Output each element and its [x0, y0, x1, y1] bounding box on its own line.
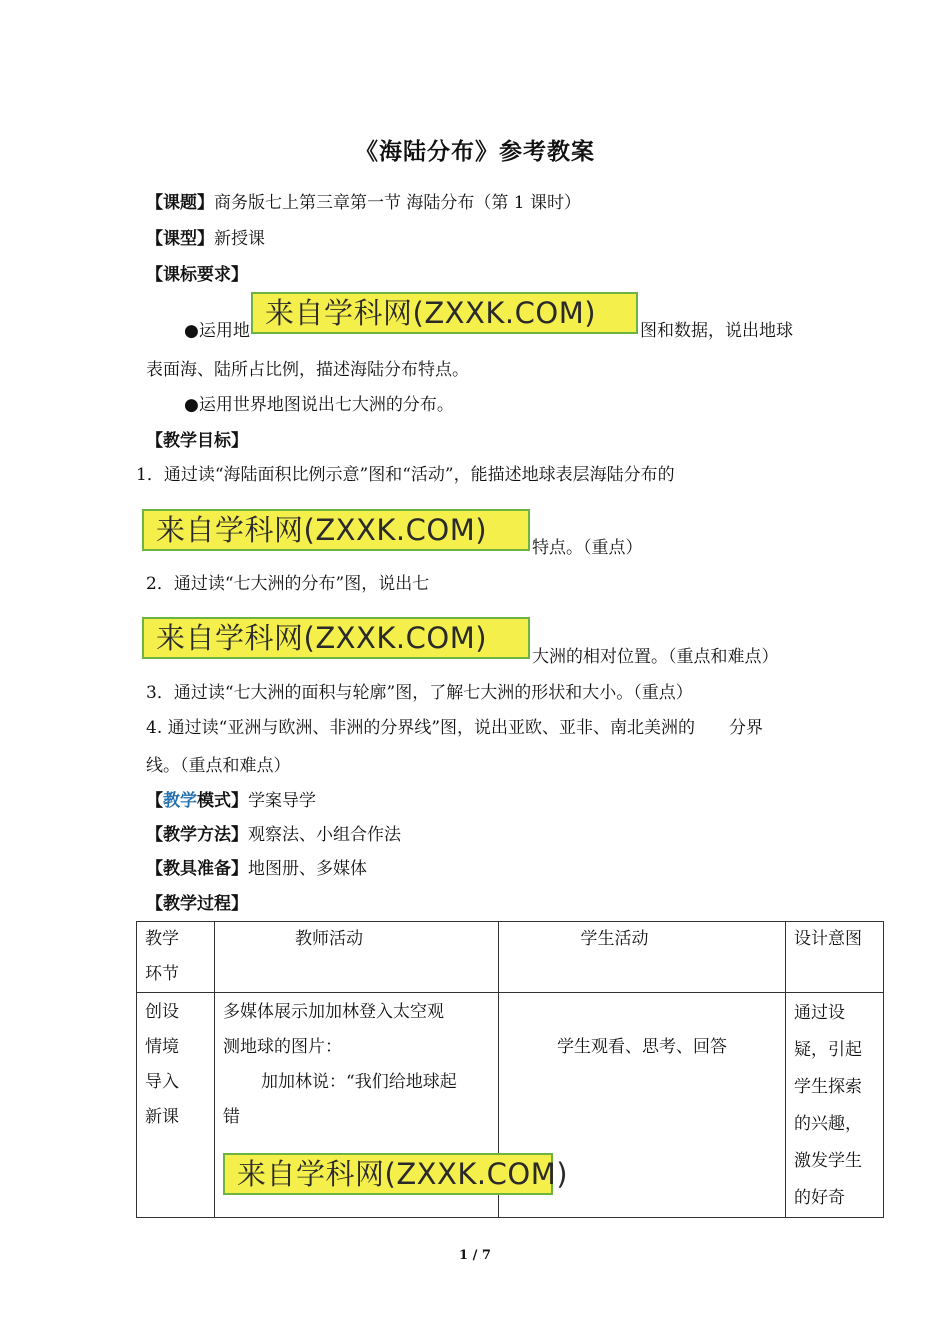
method-label: 【教学方法】 — [146, 825, 248, 845]
mode-line — [146, 786, 316, 811]
objective-1-line1: 1．通过读“海陆面积比例示意”图和“活动”，能描述地球表层海陆分布的 — [136, 465, 675, 485]
objectives-label: 【教学目标】 — [146, 431, 248, 451]
objective-4-line1: 4. 通过读“亚洲与欧洲、非洲的分界线”图，说出亚欧、亚非、南北美洲的 分界 — [146, 718, 764, 738]
mode-label-link[interactable]: 教学 — [163, 791, 197, 811]
standards-item2: ●运用世界地图说出七大洲的分布。 — [184, 395, 454, 415]
mode-value: 学案导学 — [248, 791, 316, 811]
method-value: 观察法、小组合作法 — [248, 825, 401, 845]
tools-line — [146, 854, 367, 879]
watermark-banner: 来自学科网(ZXXK.COM) — [142, 617, 530, 659]
topic-value: 商务版七上第三章第一节 海陆分布（第 1 课时） — [214, 193, 582, 213]
page-number: 1 / 7 — [459, 1248, 491, 1263]
header-stage: 教学 环节 — [137, 922, 215, 993]
type-line — [146, 224, 265, 249]
type-value: 新授课 — [214, 229, 265, 249]
stage-cell: 创设 情境 导入 新课 — [137, 993, 215, 1218]
table-row — [137, 993, 884, 1218]
standards-item1-end: 图和数据，说出地球 — [640, 321, 793, 341]
header-teacher: 教师活动 — [215, 922, 499, 993]
tools-label: 【教具准备】 — [146, 859, 248, 879]
topic-line — [146, 188, 581, 213]
topic-label: 【课题】 — [146, 193, 214, 213]
header-intent: 设计意图 — [786, 922, 884, 993]
mode-label-rest: 模式】 — [197, 791, 248, 811]
student-activity-cell: 学生观看、思考、回答 — [499, 993, 786, 1218]
watermark-banner: 来自学科网(ZXXK.COM) — [251, 292, 638, 334]
objective-2-line1: 2．通过读“七大洲的分布”图，说出七 — [146, 574, 430, 594]
teacher-activity-cell: 多媒体展示加加林登入太空观 测地球的图片： 加加林说：“我们给地球起 错 来自学科网(ZXXK.COM) — [215, 993, 499, 1218]
method-line — [146, 820, 401, 845]
objective-4-line2: 线。（重点和难点） — [146, 756, 291, 776]
tools-value: 地图册、多媒体 — [248, 859, 367, 879]
intent-cell: 通过设 疑，引起 学生探索 的兴趣， 激发学生 的好奇 — [786, 993, 884, 1218]
mode-label-open: 【 — [146, 791, 163, 811]
type-label: 【课型】 — [146, 229, 214, 249]
process-label: 【教学过程】 — [146, 894, 248, 914]
watermark-banner: 来自学科网(ZXXK.COM) — [142, 509, 530, 551]
process-table — [136, 921, 884, 1218]
table-header-row — [137, 922, 884, 993]
watermark-banner: 来自学科网(ZXXK.COM) — [223, 1153, 553, 1195]
page-title: 《海陆分布》参考教案 — [355, 138, 595, 165]
header-student: 学生活动 — [499, 922, 786, 993]
standards-label: 【课标要求】 — [146, 265, 248, 285]
objective-2-line2: 大洲的相对位置。（重点和难点） — [532, 647, 779, 667]
standards-item1-cont: 表面海、陆所占比例，描述海陆分布特点。 — [146, 360, 469, 380]
objective-1-line2: 特点。（重点） — [532, 538, 643, 558]
standards-item1-start: ●运用地 — [184, 321, 250, 341]
objective-3: 3．通过读“七大洲的面积与轮廓”图，了解七大洲的形状和大小。（重点） — [146, 683, 693, 703]
